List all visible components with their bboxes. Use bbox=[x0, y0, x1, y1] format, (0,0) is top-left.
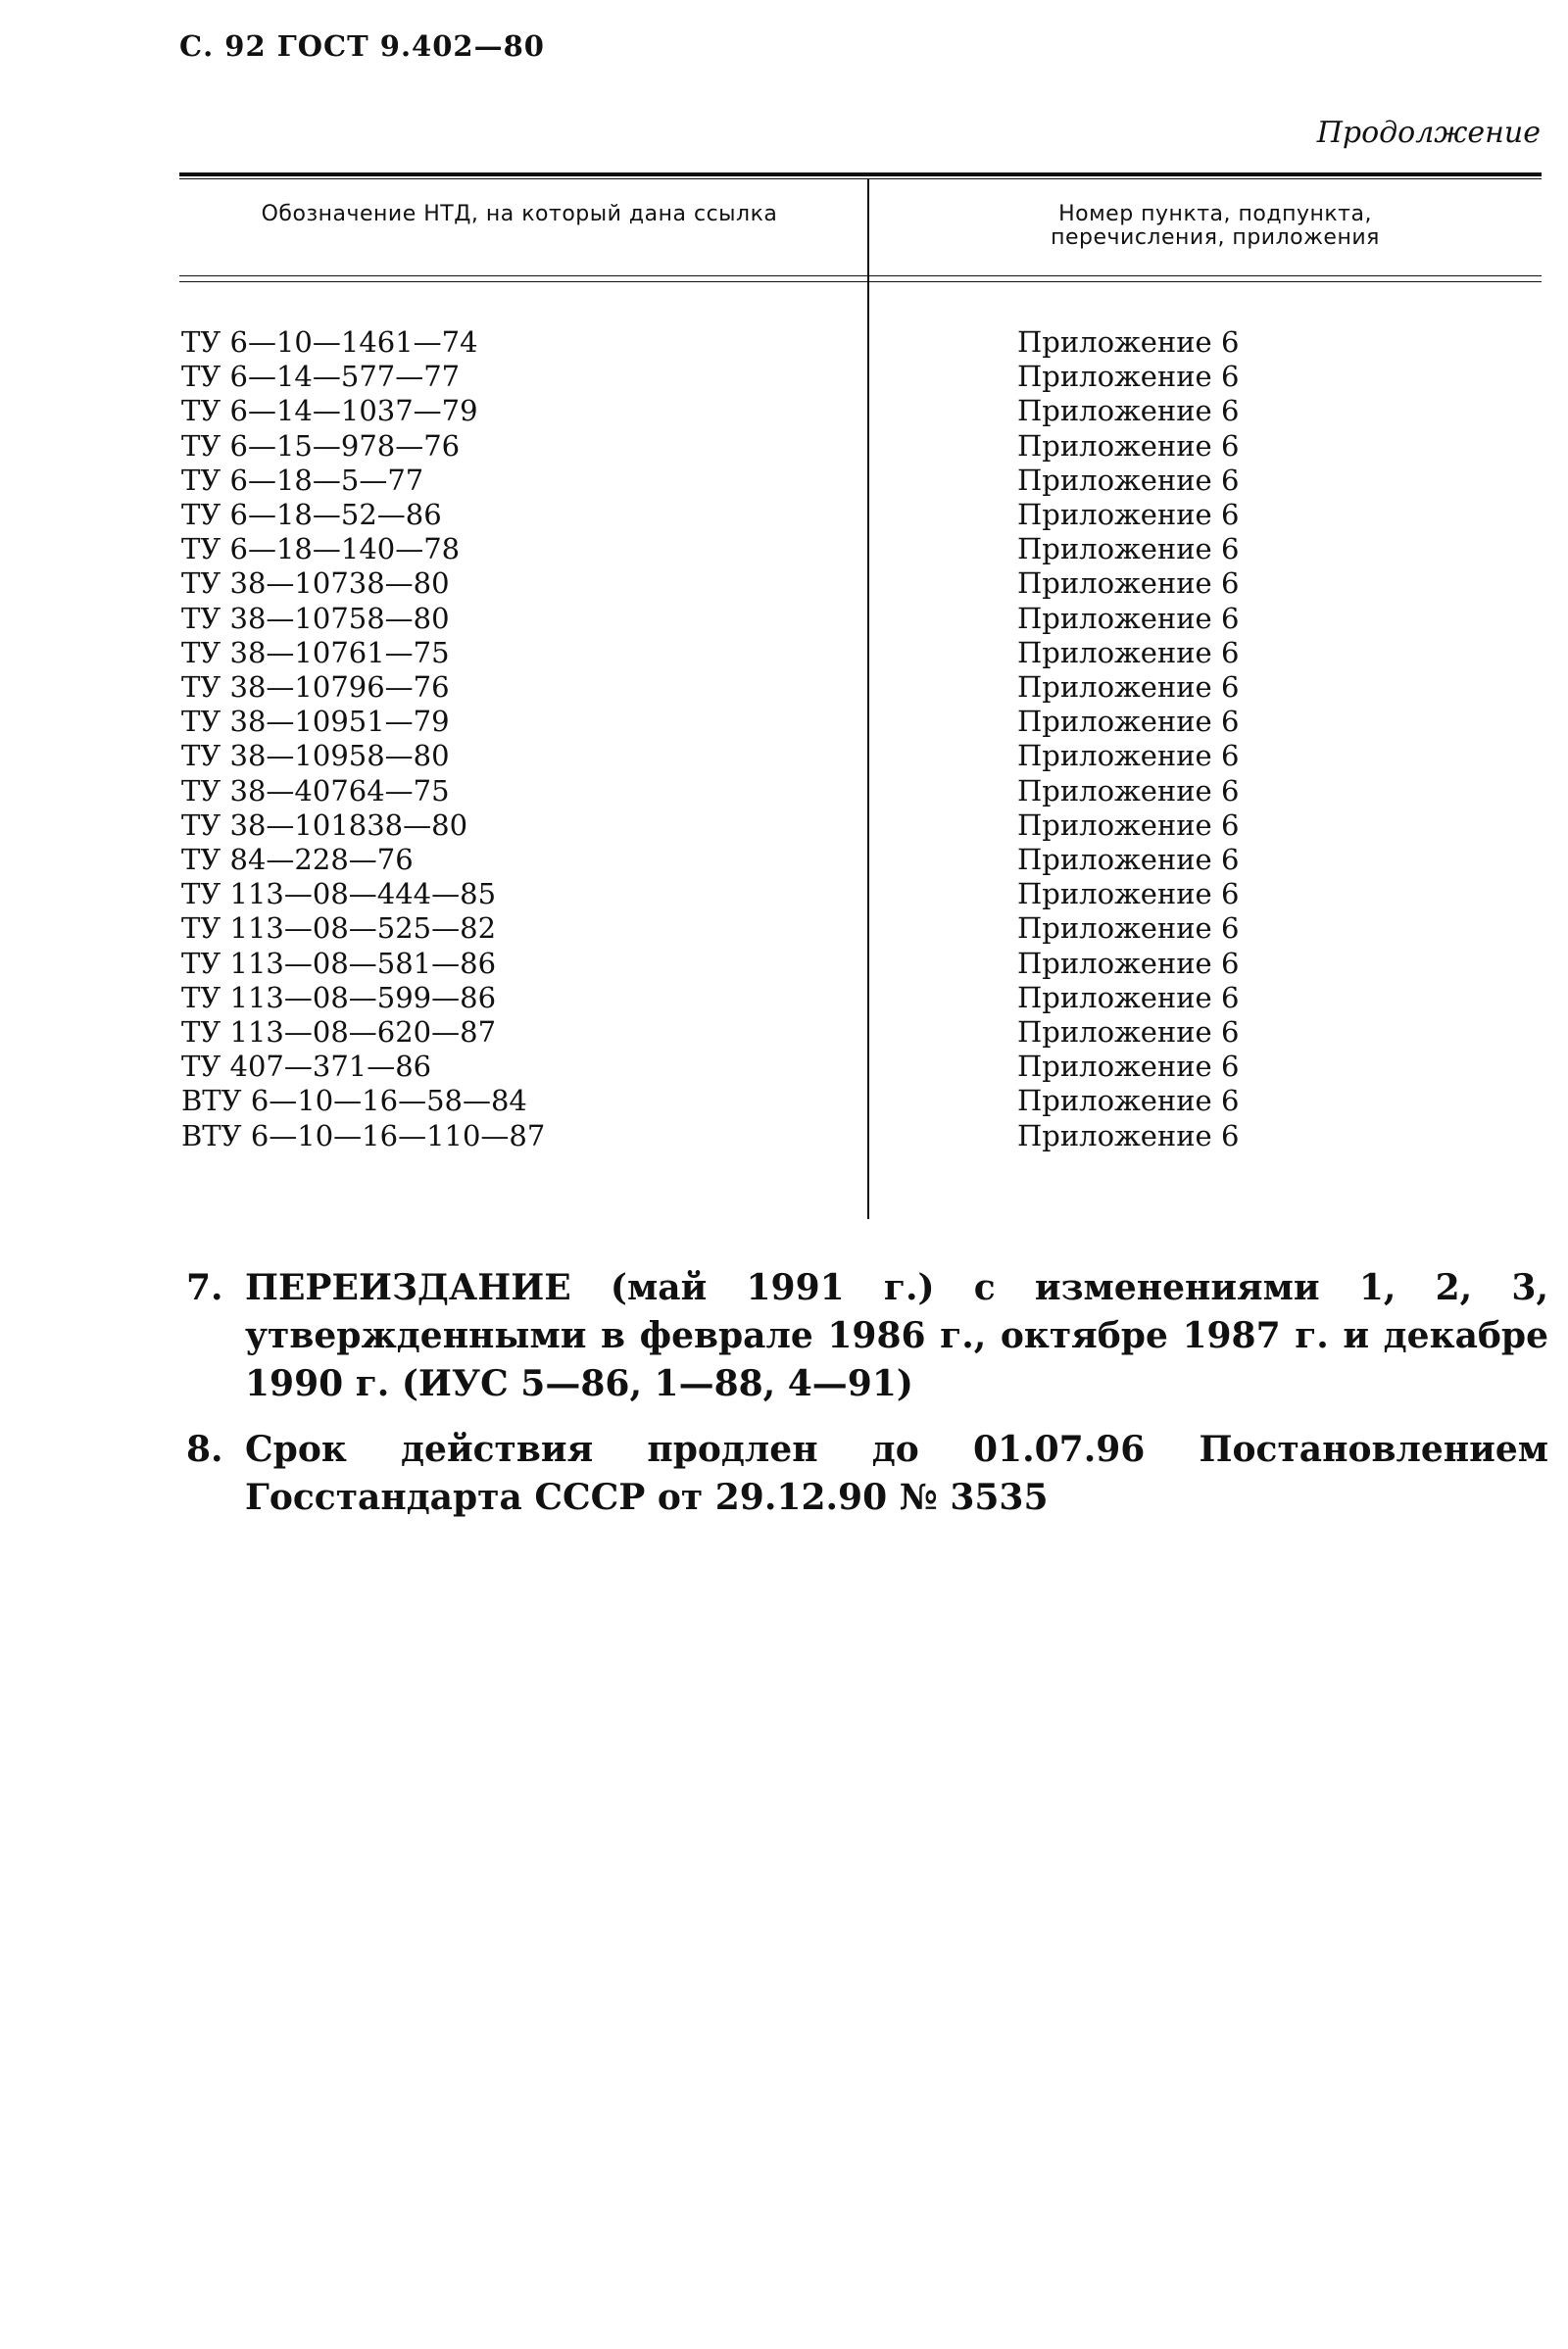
table-cell-document: ТУ 38—10958—80 bbox=[181, 739, 450, 773]
document-list bbox=[181, 325, 545, 1153]
table-cell-document: ТУ 84—228—76 bbox=[181, 843, 414, 877]
table-cell-reference: Приложение 6 bbox=[1017, 532, 1240, 566]
table-cell-reference: Приложение 6 bbox=[1017, 498, 1240, 532]
table-cell-reference: Приложение 6 bbox=[1017, 1084, 1240, 1118]
table-cell-reference: Приложение 6 bbox=[1017, 843, 1240, 877]
table-cell-reference: Приложение 6 bbox=[1017, 807, 1240, 842]
table-cell-document: ТУ 6—18—140—78 bbox=[181, 532, 461, 566]
table-cell-reference: Приложение 6 bbox=[1017, 946, 1240, 980]
table-cell-document: ТУ 6—18—52—86 bbox=[181, 498, 442, 532]
header-bottom-rule-secondary bbox=[179, 281, 1542, 282]
table-cell-reference: Приложение 6 bbox=[1017, 360, 1240, 394]
table-cell-reference: Приложение 6 bbox=[1017, 1118, 1240, 1152]
table-cell-document: ТУ 38—10738—80 bbox=[181, 566, 450, 601]
table-cell-document: ТУ 113—08—525—82 bbox=[181, 911, 497, 946]
table-cell-reference: Приложение 6 bbox=[1017, 635, 1240, 669]
table-cell-document: ТУ 113—08—444—85 bbox=[181, 877, 497, 911]
note-number: 7. bbox=[186, 1267, 223, 1308]
table-cell-document: ТУ 38—101838—80 bbox=[181, 807, 468, 842]
note-text: Срок действия продлен до 01.07.96 Постановлением Госстандарта СССР от 29.12.90 № 3535 bbox=[245, 1429, 1548, 1518]
table-cell-document: ТУ 38—40764—75 bbox=[181, 773, 450, 807]
table-cell-reference: Приложение 6 bbox=[1017, 428, 1240, 463]
table-cell-document: ТУ 113—08—581—86 bbox=[181, 946, 497, 980]
table-cell-reference: Приложение 6 bbox=[1017, 566, 1240, 601]
table-cell-document: ВТУ 6—10—16—58—84 bbox=[181, 1084, 527, 1118]
table-cell-document: ТУ 6—10—1461—74 bbox=[181, 325, 478, 359]
header-bottom-rule bbox=[179, 275, 1542, 276]
table-cell-reference: Приложение 6 bbox=[1017, 394, 1240, 428]
table-cell-reference: Приложение 6 bbox=[1017, 325, 1240, 359]
table-cell-reference: Приложение 6 bbox=[1017, 463, 1240, 497]
table-cell-reference: Приложение 6 bbox=[1017, 1015, 1240, 1050]
table-cell-reference: Приложение 6 bbox=[1017, 739, 1240, 773]
page-header: С. 92 ГОСТ 9.402—80 bbox=[179, 29, 545, 63]
note-reissue bbox=[186, 1264, 1548, 1408]
table-cell-document: ТУ 38—10761—75 bbox=[181, 635, 450, 669]
table-cell-document: ТУ 6—14—577—77 bbox=[181, 360, 461, 394]
column-divider bbox=[867, 178, 869, 1219]
table-cell-document: ТУ 38—10796—76 bbox=[181, 670, 450, 705]
table-cell-reference: Приложение 6 bbox=[1017, 601, 1240, 635]
table-cell-reference: Приложение 6 bbox=[1017, 773, 1240, 807]
table-cell-document: ТУ 113—08—620—87 bbox=[181, 1015, 497, 1050]
table-cell-reference: Приложение 6 bbox=[1017, 980, 1240, 1014]
table-cell-document: ВТУ 6—10—16—110—87 bbox=[181, 1118, 546, 1152]
table-cell-reference: Приложение 6 bbox=[1017, 911, 1240, 946]
table-top-rule-secondary bbox=[179, 178, 1542, 179]
continuation-label: Продолжение bbox=[1316, 116, 1541, 150]
note-text: ПЕРЕИЗДАНИЕ (май 1991 г.) с изменениями 1, 2, 3, утвержденными в феврале 1986 г., октябре 1987 г. и декабре 1990 г. (ИУС 5—86, 1—88, 4—91) bbox=[245, 1267, 1548, 1404]
reference-list bbox=[1017, 325, 1239, 1153]
column-header-document: Обозначение НТД, на который дана ссылка bbox=[261, 202, 778, 226]
table-cell-reference: Приложение 6 bbox=[1017, 877, 1240, 911]
table-cell-document: ТУ 6—18—5—77 bbox=[181, 463, 424, 497]
table-cell-reference: Приложение 6 bbox=[1017, 1050, 1240, 1084]
table-cell-document: ТУ 113—08—599—86 bbox=[181, 980, 497, 1014]
table-cell-reference: Приложение 6 bbox=[1017, 670, 1240, 705]
table-cell-document: ТУ 407—371—86 bbox=[181, 1050, 432, 1084]
table-cell-document: ТУ 6—15—978—76 bbox=[181, 428, 461, 463]
table-cell-document: ТУ 38—10758—80 bbox=[181, 601, 450, 635]
table-cell-reference: Приложение 6 bbox=[1017, 705, 1240, 739]
column-header-reference: Номер пункта, подпункта, перечисления, приложения bbox=[1051, 202, 1380, 250]
note-number: 8. bbox=[186, 1429, 223, 1470]
note-validity-extension bbox=[186, 1426, 1548, 1522]
table-top-rule bbox=[179, 172, 1542, 176]
table-cell-document: ТУ 38—10951—79 bbox=[181, 705, 450, 739]
table-cell-document: ТУ 6—14—1037—79 bbox=[181, 394, 478, 428]
